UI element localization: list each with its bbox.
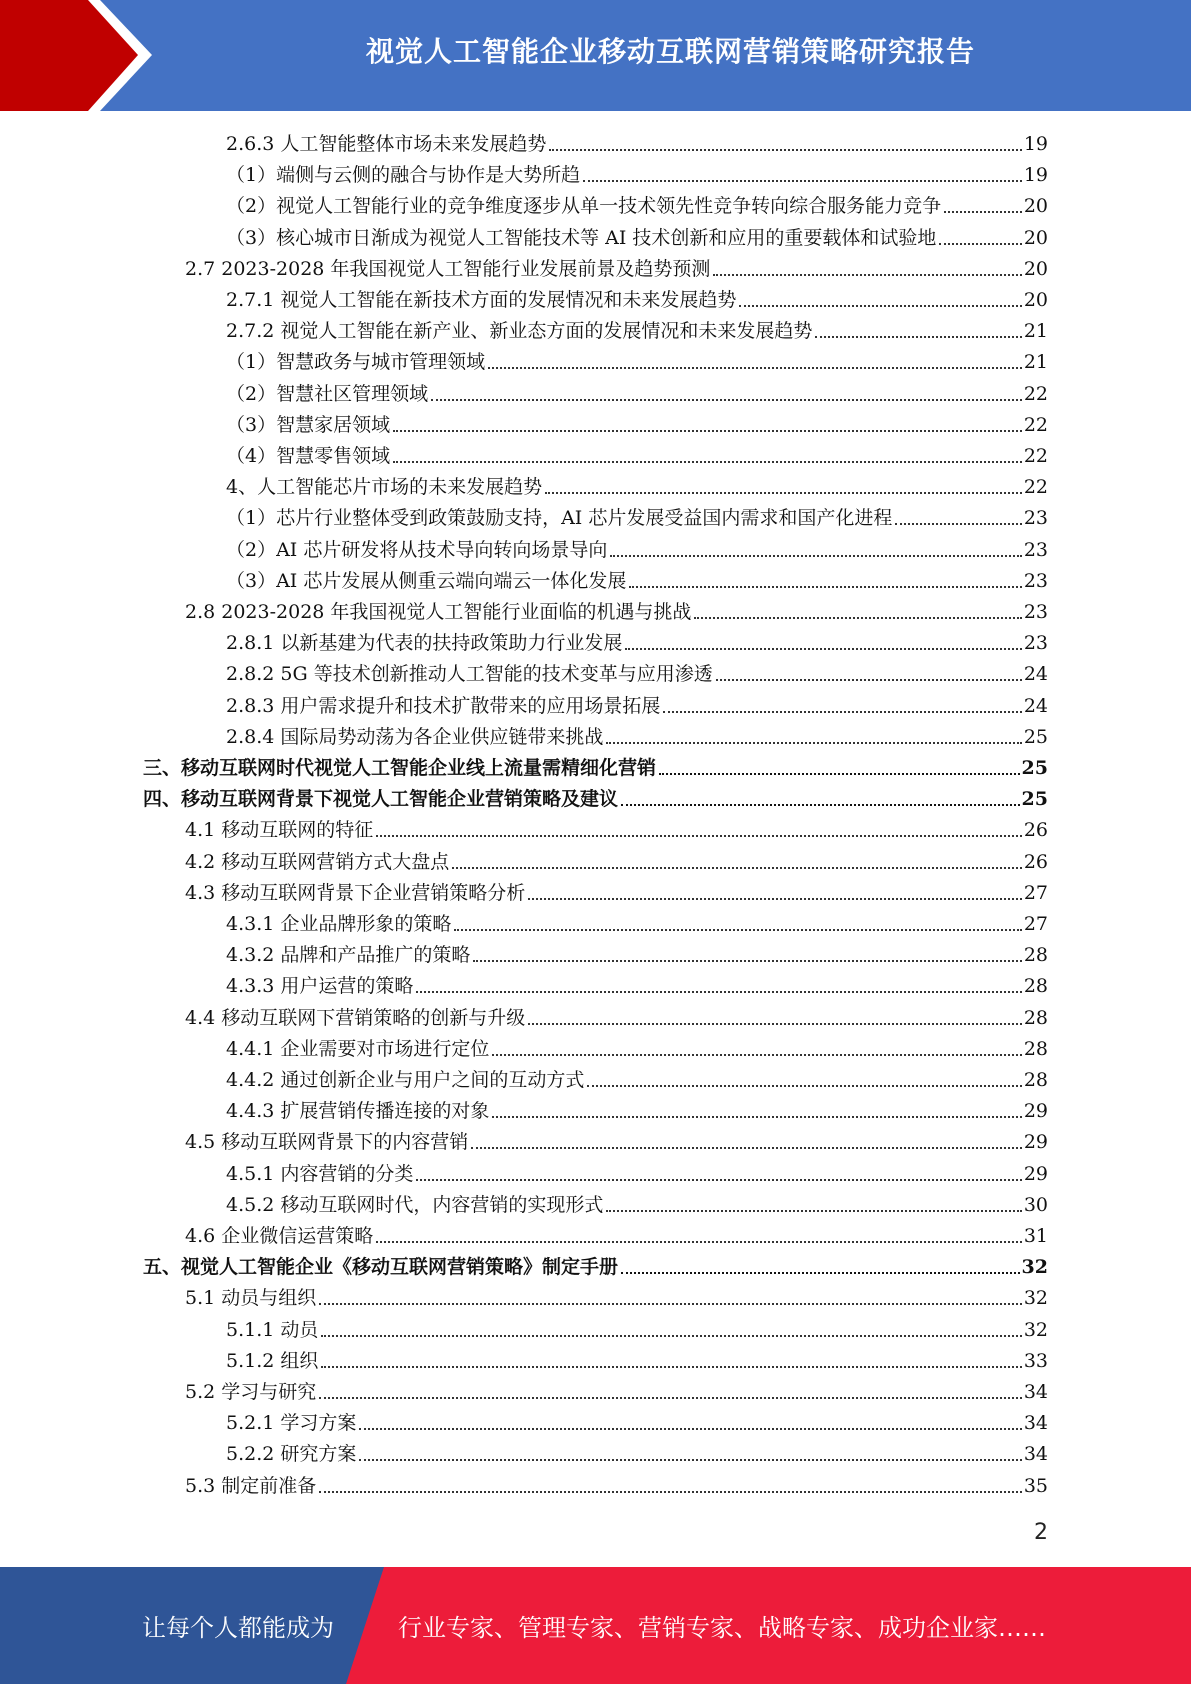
toc-leader-dots <box>939 243 1021 245</box>
toc-entry-title: 2.8.3 用户需求提升和技术扩散带来的应用场景拓展 <box>226 694 661 717</box>
toc-entry-title: 4.4.1 企业需要对市场进行定位 <box>226 1037 490 1060</box>
toc-leader-dots <box>321 1366 1021 1368</box>
toc-entry-title: （2）智慧社区管理领域 <box>226 382 429 405</box>
toc-entry-page: 22 <box>1023 413 1048 436</box>
toc-leader-dots <box>492 1054 1021 1056</box>
toc-entry-page: 32 <box>1023 1287 1048 1310</box>
toc-entry-page: 29 <box>1023 1100 1048 1123</box>
toc-entry-page: 28 <box>1023 1069 1048 1091</box>
toc-leader-dots <box>492 1116 1021 1118</box>
toc-entry-page: 34 <box>1023 1412 1048 1435</box>
toc-entry-page: 20 <box>1023 289 1048 311</box>
toc-leader-dots <box>471 1147 1022 1149</box>
toc-entry-title: （2）AI 芯片研发将从技术导向转向场景导向 <box>226 538 608 561</box>
toc-entry-page: 25 <box>1021 788 1048 811</box>
toc-entry[interactable] <box>226 1031 1048 1062</box>
toc-entry[interactable] <box>226 157 1048 188</box>
toc-entry-page: 20 <box>1023 226 1048 249</box>
chevron-arrow-icon <box>0 0 160 111</box>
toc-entry[interactable] <box>226 344 1048 375</box>
toc-leader-dots <box>359 1459 1021 1461</box>
toc-entry-title: 4.1 移动互联网的特征 <box>185 819 374 842</box>
toc-entry-title: 4、人工智能芯片市场的未来发展趋势 <box>226 476 543 499</box>
toc-entry-page: 24 <box>1023 663 1048 686</box>
toc-leader-dots <box>659 773 1020 775</box>
toc-entry-title: 2.8.2 5G 等技术创新推动人工智能的技术变革与应用渗透 <box>226 663 713 686</box>
toc-leader-dots <box>583 180 1022 182</box>
toc-leader-dots <box>739 305 1021 307</box>
toc-entry-page: 21 <box>1023 351 1048 374</box>
toc-entry-title: 五、视觉人工智能企业《移动互联网营销策略》制定手册 <box>143 1256 619 1279</box>
toc-entry-title: 4.2 移动互联网营销方式大盘点 <box>185 850 450 873</box>
toc-entry-page: 34 <box>1023 1443 1048 1466</box>
toc-entry[interactable] <box>226 376 1048 407</box>
toc-entry-title: 4.4.2 通过创新企业与用户之间的互动方式 <box>226 1069 585 1091</box>
toc-entry[interactable] <box>226 1343 1048 1374</box>
toc-entry-page: 24 <box>1023 694 1048 717</box>
toc-entry[interactable] <box>226 282 1048 313</box>
toc-entry[interactable] <box>226 625 1048 656</box>
toc-entry-page: 35 <box>1023 1474 1048 1497</box>
page-number: 2 <box>1034 1520 1048 1545</box>
toc-entry[interactable] <box>185 1124 1048 1155</box>
toc-leader-dots <box>606 1210 1021 1212</box>
toc-entry-title: 5.1.1 动员 <box>226 1318 319 1341</box>
toc-leader-dots <box>488 367 1022 369</box>
toc-entry-title: 5.2.2 研究方案 <box>226 1443 357 1466</box>
toc-entry-page: 29 <box>1023 1131 1048 1154</box>
toc-entry-title: 2.8 2023-2028 年我国视觉人工智能行业面临的机遇与挑战 <box>185 601 692 623</box>
toc-entry[interactable] <box>226 1093 1048 1124</box>
toc-entry-title: （1）端侧与云侧的融合与协作是大势所趋 <box>226 164 581 187</box>
toc-entry-title: （3）核心城市日渐成为视觉人工智能技术等 AI 技术创新和应用的重要载体和试验地 <box>226 226 937 249</box>
toc-entry-page: 23 <box>1023 601 1048 623</box>
toc-leader-dots <box>319 1491 1022 1493</box>
toc-entry-title: 4.5.2 移动互联网时代，内容营销的实现形式 <box>226 1193 604 1216</box>
toc-leader-dots <box>319 1397 1022 1399</box>
toc-leader-dots <box>621 1272 1020 1274</box>
toc-entry-title: 2.7 2023-2028 年我国视觉人工智能行业发展前景及趋势预测 <box>185 257 711 280</box>
toc-entry-page: 22 <box>1023 476 1048 499</box>
toc-leader-dots <box>416 1179 1021 1181</box>
toc-leader-dots <box>895 523 1021 525</box>
toc-entry[interactable] <box>185 1374 1048 1405</box>
toc-entry-title: 4.3.3 用户运营的策略 <box>226 975 414 998</box>
toc-entry-title: （2）视觉人工智能行业的竞争维度逐步从单一技术领先性竞争转向综合服务能力竞争 <box>226 195 942 218</box>
toc-entry-page: 23 <box>1023 538 1048 561</box>
toc-entry-title: 5.2 学习与研究 <box>185 1381 317 1403</box>
toc-entry[interactable] <box>226 1436 1048 1467</box>
toc-leader-dots <box>629 586 1021 588</box>
toc-entry-title: （1）芯片行业整体受到政策鼓励支持，AI 芯片发展受益国内需求和国产化进程 <box>226 507 893 530</box>
toc-entry-page: 32 <box>1023 1318 1048 1341</box>
toc-leader-dots <box>431 399 1022 401</box>
toc-entry[interactable] <box>226 313 1048 344</box>
toc-entry[interactable] <box>185 1468 1048 1499</box>
toc-entry-page: 23 <box>1023 632 1048 655</box>
toc-leader-dots <box>416 991 1021 993</box>
toc-entry-page: 34 <box>1023 1381 1048 1403</box>
toc-entry-page: 25 <box>1021 757 1048 779</box>
toc-entry[interactable] <box>226 438 1048 469</box>
toc-leader-dots <box>321 1335 1021 1337</box>
toc-entry-title: 5.2.1 学习方案 <box>226 1412 357 1435</box>
toc-entry-title: 4.6 企业微信运营策略 <box>185 1225 374 1247</box>
toc-entry-title: 2.7.2 视觉人工智能在新产业、新业态方面的发展情况和未来发展趋势 <box>226 320 813 343</box>
toc-entry-page: 20 <box>1023 195 1048 218</box>
toc-entry-page: 28 <box>1023 944 1048 967</box>
toc-leader-dots <box>610 555 1021 557</box>
toc-entry-page: 32 <box>1021 1256 1048 1279</box>
toc-entry-page: 25 <box>1023 725 1048 748</box>
toc-entry-title: 4.3 移动互联网背景下企业营销策略分析 <box>185 881 526 904</box>
toc-leader-dots <box>549 149 1021 151</box>
toc-entry[interactable] <box>185 844 1048 875</box>
toc-leader-dots <box>528 1023 1022 1025</box>
toc-entry[interactable] <box>226 407 1048 438</box>
toc-leader-dots <box>545 492 1022 494</box>
toc-entry[interactable] <box>226 532 1048 563</box>
toc-entry[interactable] <box>226 968 1048 999</box>
toc-leader-dots <box>694 617 1021 619</box>
toc-leader-dots <box>376 835 1022 837</box>
toc-entry-title: 2.8.1 以新基建为代表的扶持政策助力行业发展 <box>226 632 623 655</box>
toc-entry-title: 2.8.4 国际局势动荡为各企业供应链带来挑战 <box>226 725 604 748</box>
toc-entry[interactable] <box>226 563 1048 594</box>
toc-entry-title: （3）AI 芯片发展从侧重云端向端云一体化发展 <box>226 569 627 592</box>
toc-entry-title: 4.3.2 品牌和产品推广的策略 <box>226 944 471 967</box>
toc-entry[interactable] <box>185 875 1048 906</box>
toc-entry-page: 20 <box>1023 257 1048 280</box>
toc-leader-dots <box>621 804 1020 806</box>
toc-entry-title: （4）智慧零售领域 <box>226 445 391 467</box>
toc-entry[interactable] <box>226 188 1048 219</box>
toc-leader-dots <box>359 1428 1021 1430</box>
toc-entry-page: 30 <box>1023 1193 1048 1216</box>
toc-entry[interactable] <box>185 251 1048 282</box>
toc-entry[interactable] <box>226 937 1048 968</box>
toc-entry[interactable] <box>185 1218 1048 1249</box>
toc-entry[interactable] <box>185 812 1048 843</box>
toc-entry[interactable] <box>226 656 1048 687</box>
toc-entry[interactable] <box>226 500 1048 531</box>
toc-entry-title: 四、移动互联网背景下视觉人工智能企业营销策略及建议 <box>143 788 619 811</box>
toc-leader-dots <box>393 430 1022 432</box>
toc-entry[interactable] <box>226 1156 1048 1187</box>
toc-entry-page: 26 <box>1023 850 1048 873</box>
toc-entry[interactable] <box>185 594 1048 625</box>
toc-entry-title: 2.6.3 人工智能整体市场未来发展趋势 <box>226 133 547 155</box>
toc-entry-page: 31 <box>1023 1225 1048 1247</box>
toc-entry[interactable] <box>185 1280 1048 1311</box>
toc-entry[interactable] <box>143 750 1048 781</box>
toc-leader-dots <box>625 648 1021 650</box>
toc-entry[interactable] <box>185 1000 1048 1031</box>
toc-entry[interactable] <box>143 781 1048 812</box>
toc-entry-page: 23 <box>1023 507 1048 530</box>
toc-entry-page: 23 <box>1023 569 1048 592</box>
toc-entry-page: 26 <box>1023 819 1048 842</box>
toc-entry[interactable] <box>143 1249 1048 1280</box>
toc-entry[interactable] <box>226 1187 1048 1218</box>
toc-entry[interactable] <box>226 220 1048 251</box>
toc-entry-title: 三、移动互联网时代视觉人工智能企业线上流量需精细化营销 <box>143 757 657 779</box>
toc-leader-dots <box>587 1085 1021 1087</box>
page-header <box>0 0 1191 111</box>
toc-leader-dots <box>944 211 1022 213</box>
toc-entry-title: 4.3.1 企业品牌形象的策略 <box>226 913 452 935</box>
toc-entry-title: 4.5 移动互联网背景下的内容营销 <box>185 1131 469 1154</box>
toc-entry-title: 4.4 移动互联网下营销策略的创新与升级 <box>185 1006 526 1029</box>
page-footer <box>0 1567 1191 1684</box>
toc-entry-page: 22 <box>1023 445 1048 467</box>
toc-leader-dots <box>376 1241 1022 1243</box>
toc-entry-title: （3）智慧家居领域 <box>226 413 391 436</box>
toc-entry-page: 29 <box>1023 1162 1048 1185</box>
toc-leader-dots <box>528 898 1022 900</box>
report-title: 视觉人工智能企业移动互联网营销策略研究报告 <box>365 35 975 68</box>
toc-entry[interactable] <box>226 688 1048 719</box>
toc-entry[interactable] <box>226 719 1048 750</box>
toc-leader-dots <box>319 1303 1022 1305</box>
toc-leader-dots <box>454 929 1021 931</box>
toc-entry-title: 4.4.3 扩展营销传播连接的对象 <box>226 1100 490 1123</box>
toc-entry-title: 2.7.1 视觉人工智能在新技术方面的发展情况和未来发展趋势 <box>226 289 737 311</box>
toc-entry-page: 22 <box>1023 382 1048 405</box>
toc-entry[interactable] <box>226 1405 1048 1436</box>
toc-leader-dots <box>663 711 1021 713</box>
toc-leader-dots <box>473 960 1021 962</box>
toc-entry[interactable] <box>226 126 1048 157</box>
toc-entry-title: 5.3 制定前准备 <box>185 1474 317 1497</box>
toc-entry[interactable] <box>226 469 1048 500</box>
toc-entry[interactable] <box>226 1062 1048 1093</box>
toc-entry-page: 19 <box>1023 133 1048 155</box>
toc-entry-page: 21 <box>1023 320 1048 343</box>
toc-entry-page: 33 <box>1023 1349 1048 1372</box>
toc-entry-page: 28 <box>1023 1006 1048 1029</box>
toc-leader-dots <box>716 679 1022 681</box>
toc-entry-page: 27 <box>1023 881 1048 904</box>
toc-entry-page: 19 <box>1023 164 1048 187</box>
toc-entry-title: 5.1.2 组织 <box>226 1349 319 1372</box>
toc-entry-title: 4.5.1 内容营销的分类 <box>226 1162 414 1185</box>
toc-leader-dots <box>393 461 1022 463</box>
toc-entry[interactable] <box>226 1312 1048 1343</box>
toc-entry-page: 27 <box>1023 913 1048 935</box>
toc-leader-dots <box>815 336 1021 338</box>
toc-leader-dots <box>713 274 1021 276</box>
toc-entry[interactable] <box>226 906 1048 937</box>
toc-leader-dots <box>452 867 1022 869</box>
toc-entry-title: 5.1 动员与组织 <box>185 1287 317 1310</box>
footer-slogan-left: 让每个人都能成为 <box>142 1614 334 1642</box>
toc-leader-dots <box>606 742 1021 744</box>
toc-entry-title: （1）智慧政务与城市管理领域 <box>226 351 486 374</box>
toc-entry-page: 28 <box>1023 1037 1048 1060</box>
footer-slogan-right: 行业专家、管理专家、营销专家、战略专家、成功企业家…… <box>398 1614 1046 1642</box>
toc-entry-page: 28 <box>1023 975 1048 998</box>
